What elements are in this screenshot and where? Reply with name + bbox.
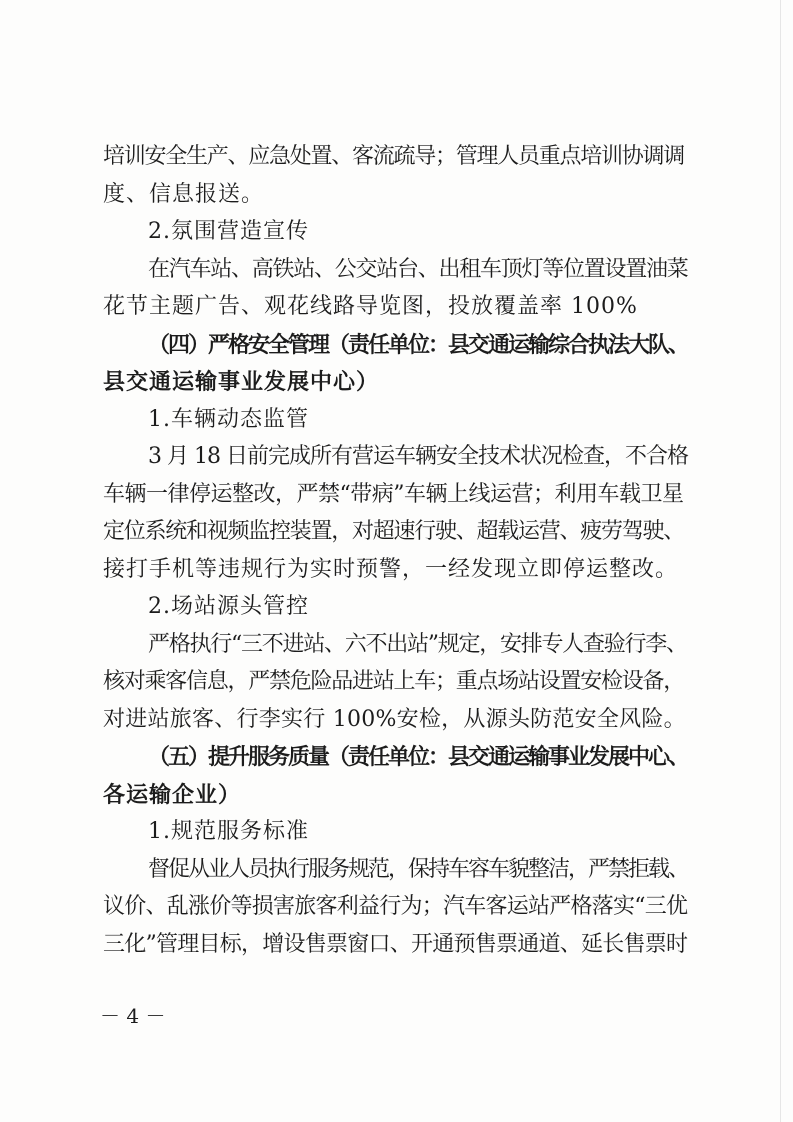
body-line: 3 月 18 日前完成所有营运车辆安全技术状况检查，不合格	[148, 444, 688, 469]
subheading-line: 2.氛围营造宣传	[148, 219, 309, 244]
subheading-line: 2.场站源头管控	[148, 594, 309, 619]
section-heading-line: （四）严格安全管理（责任单位：县交通运输综合执法大队、	[148, 332, 689, 358]
body-line: 在汽车站、高铁站、公交站台、出租车顶灯等位置设置油菜	[148, 257, 688, 282]
body-line: 核对乘客信息，严禁危险品进站上车；重点场站设置安检设备，	[103, 669, 685, 694]
subheading-line: 1.规范服务标准	[148, 819, 309, 844]
page-number: － 4 －	[100, 1004, 166, 1028]
body-line: 对进站旅客、行李实行 100%安检，从源头防范安全风险。	[103, 707, 686, 732]
body-line: 严格执行“三不进站、六不出站”规定，安排专人查验行李、	[148, 632, 687, 657]
body-line: 花节主题广告、观花线路导览图，投放覆盖率 100%	[103, 294, 638, 319]
body-line: 车辆一律停运整改，严禁“带病”车辆上线运营；利用车载卫星	[103, 482, 684, 507]
section-heading-line: 各运输企业）	[103, 782, 242, 808]
section-heading-line: 县交通运输事业发展中心）	[103, 369, 380, 395]
body-line: 培训安全生产、应急处置、客流疏导；管理人员重点培训协调调	[103, 144, 685, 169]
body-line: 度、信息报送。	[103, 182, 265, 207]
body-line: 三化”管理目标，增设售票窗口、开通预售票通道、延长售票时	[103, 932, 688, 957]
body-line: 议价、乱涨价等损害旅客利益行为；汽车客运站严格落实“三优	[103, 894, 688, 919]
body-line: 督促从业人员执行服务规范，保持车容车貌整洁，严禁拒载、	[148, 857, 689, 882]
body-line: 接打手机等违规行为实时预警，一经发现立即停运整改。	[103, 557, 679, 582]
section-heading-line: （五）提升服务质量（责任单位：县交通运输事业发展中心、	[148, 744, 689, 770]
page-edge-line	[780, 0, 781, 1122]
subheading-line: 1.车辆动态监管	[148, 407, 309, 432]
body-line: 定位系统和视频监控装置，对超速行驶、超载运营、疲劳驾驶、	[103, 519, 685, 544]
